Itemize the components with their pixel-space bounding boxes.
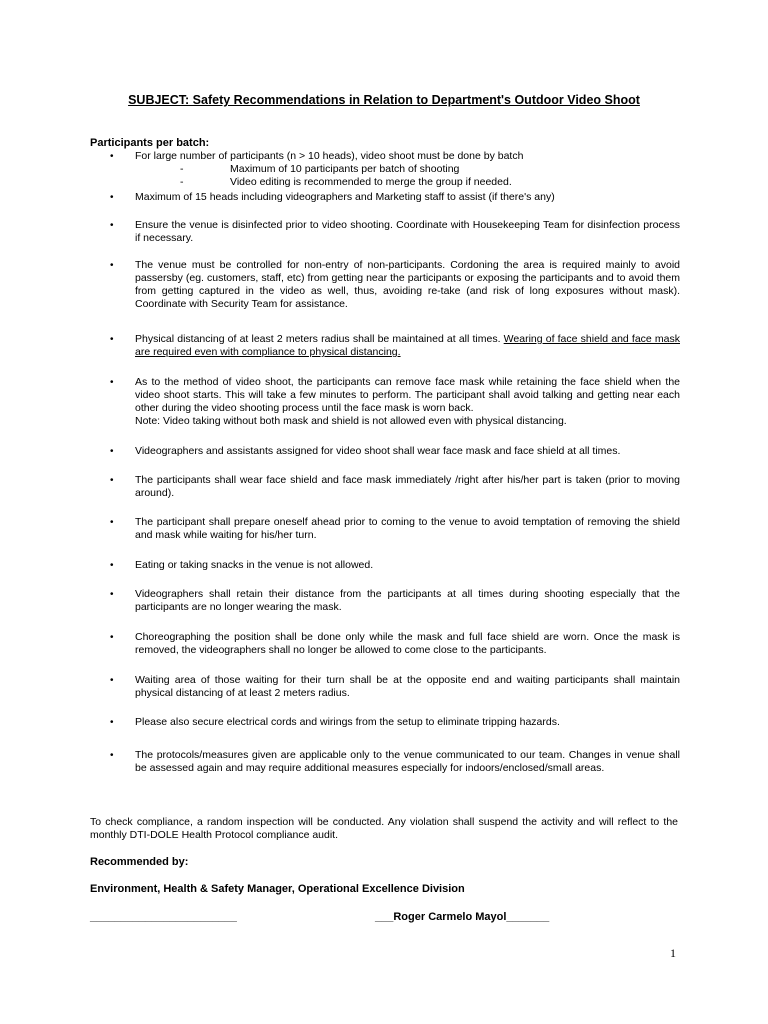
sub-item-max-participants <box>180 163 459 176</box>
sub-item-video-editing <box>180 176 512 189</box>
bullet-max-heads <box>110 191 680 204</box>
bullet-physical-distancing <box>110 333 680 359</box>
bullet-dot: • <box>110 334 114 345</box>
sub-item-text: Video editing is recommended to merge the group if needed. <box>230 176 512 188</box>
signatory-name: ___Roger Carmelo Mayol_______ <box>375 911 550 923</box>
distancing-text: Physical distancing of at least 2 meters radius shall be maintained at all times. <box>135 333 501 345</box>
bullet-text <box>135 333 680 359</box>
bullet-dot: • <box>110 151 114 162</box>
bullet-electrical-cords <box>110 716 680 729</box>
bullet-text: Waiting area of those waiting for their turn shall be at the opposite end and waiting participants shall maintain physical distancing of at least 2 meters radius. <box>135 674 680 699</box>
recommended-by-label: Recommended by: <box>90 856 189 868</box>
bullet-dot: • <box>110 517 114 528</box>
sub-dash: - <box>180 176 184 188</box>
manager-title: Environment, Health & Safety Manager, Operational Excellence Division <box>90 883 465 895</box>
bullet-text: The participants shall wear face shield and face mask immediately /right after his/her part is taken (prior to moving around). <box>135 474 680 499</box>
bullet-text: Eating or taking snacks in the venue is not allowed. <box>135 559 374 571</box>
compliance-paragraph: To check compliance, a random inspection will be conducted. Any violation shall suspend the activity and will reflect to the monthly DTI-DOLE Health Protocol compliance audit. <box>90 816 678 841</box>
bullet-dot: • <box>110 717 114 728</box>
bullet-dot: • <box>110 632 114 643</box>
bullet-dot: • <box>110 377 114 388</box>
bullet-text: Choreographing the position shall be done only while the mask and full face shield are worn. Once the mask is removed, the videographers shall no longer be allowed to come close to the participants. <box>135 631 680 656</box>
bullet-wear-after-part <box>110 474 680 500</box>
bullet-text: Maximum of 15 heads including videographers and Marketing staff to assist (if there's any) <box>135 191 555 203</box>
bullet-text: Ensure the venue is disinfected prior to video shooting. Coordinate with Housekeeping Team for disinfection process if necessary. <box>135 219 680 244</box>
bullet-text: Videographers and assistants assigned for video shoot shall wear face mask and face shield at all times. <box>135 445 621 457</box>
bullet-text <box>135 376 680 428</box>
bullet-batch <box>110 150 680 163</box>
bullet-prepare-ahead <box>110 516 680 542</box>
bullet-dot: • <box>110 560 114 571</box>
page-number: 1 <box>670 946 676 960</box>
video-note: Note: Video taking without both mask and shield is not allowed even with physical distancing. <box>135 415 567 427</box>
bullet-dot: • <box>110 446 114 457</box>
bullet-waiting-area <box>110 674 680 700</box>
bullet-text: The participant shall prepare oneself ahead prior to coming to the venue to avoid temptation of removing the shield and mask while waiting for his/her turn. <box>135 516 680 541</box>
video-method-text: As to the method of video shoot, the participants can remove face mask while retaining the face shield when the video shoot starts. This will take a few minutes to perform. The participant shall avoid talking and getting near each other during the video shooting process until the face mask is worn back. <box>135 376 680 414</box>
bullet-dot: • <box>110 750 114 761</box>
bullet-retain-distance <box>110 588 680 614</box>
bullet-text: For large number of participants (n > 10 heads), video shoot must be done by batch <box>135 150 524 162</box>
bullet-dot: • <box>110 589 114 600</box>
bullet-protocols-venue <box>110 749 680 775</box>
bullet-choreographing <box>110 631 680 657</box>
bullet-videographers-ppe <box>110 445 680 458</box>
bullet-disinfection <box>110 219 680 245</box>
bullet-dot: • <box>110 192 114 203</box>
bullet-text: The protocols/measures given are applicable only to the venue communicated to our team. Changes in venue shall be assessed again and may require additional measures especially for indoors/enclosed/small areas. <box>135 749 680 774</box>
bullet-dot: • <box>110 260 114 271</box>
bullet-text: The venue must be controlled for non-entry of non-participants. Cordoning the area is required mainly to avoid passersby (eg. customers, staff, etc) from getting near the participants or exposing the participants and to avoid them from getting captured in the video as well, thus, avoiding re-take (and risk of long exposures without mask). Coordinate with Security Team for assistance. <box>135 259 680 310</box>
sub-item-text: Maximum of 10 participants per batch of shooting <box>230 163 460 175</box>
bullet-dot: • <box>110 675 114 686</box>
face-shield-requirement: Wearing of face shield and face mask are required even with compliance to physical distancing. <box>135 333 680 358</box>
bullet-dot: • <box>110 220 114 231</box>
bullet-video-method <box>110 376 680 428</box>
document-title: SUBJECT: Safety Recommendations in Relation to Department's Outdoor Video Shoot <box>128 93 640 107</box>
bullet-text: Videographers shall retain their distance from the participants at all times during shooting especially that the participants are no longer wearing the mask. <box>135 588 680 613</box>
bullet-no-eating <box>110 559 680 572</box>
bullet-text: Please also secure electrical cords and wirings from the setup to eliminate tripping hazards. <box>135 716 560 728</box>
sub-dash: - <box>180 163 184 175</box>
bullet-venue-control <box>110 259 680 311</box>
signature-line: ________________________ <box>90 911 237 923</box>
bullet-dot: • <box>110 475 114 486</box>
participants-heading: Participants per batch: <box>90 137 210 149</box>
